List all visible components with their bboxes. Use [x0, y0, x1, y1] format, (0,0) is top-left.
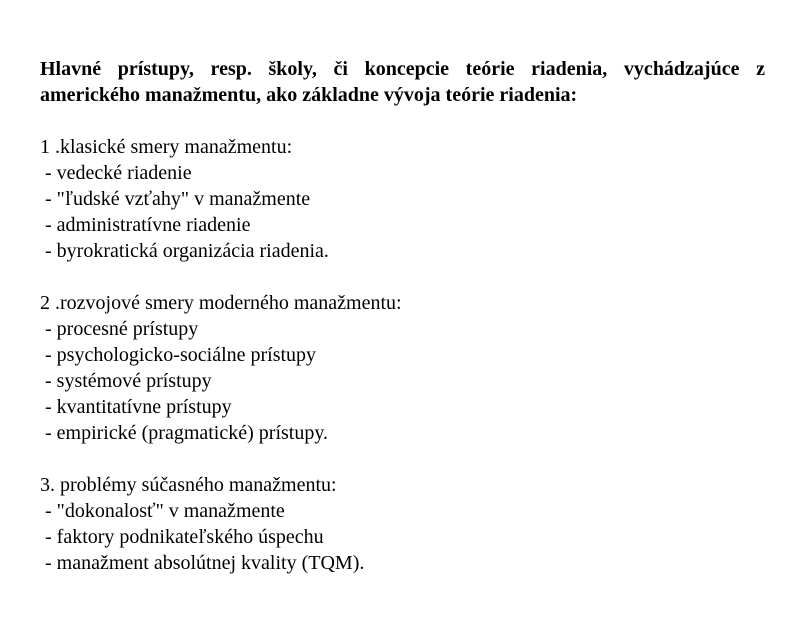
list-item: - administratívne riadenie: [40, 214, 251, 236]
list-item: - empirické (pragmatické) prístupy.: [40, 422, 329, 444]
heading-line-2: amerického manažmentu, ako základne vývoja teórie riadenia:: [40, 84, 578, 106]
list-item: - "ľudské vzťahy" v manažmente: [40, 188, 311, 210]
list-item: - kvantitatívne prístupy: [40, 396, 232, 418]
list-item: - vedecké riadenie: [40, 162, 192, 184]
list-item: - systémové prístupy: [40, 370, 212, 392]
section-current-problems: [40, 472, 765, 576]
document-page: [40, 56, 765, 576]
section-title: 3. problémy súčasného manažmentu:: [40, 474, 337, 496]
section-classic-management: [40, 134, 765, 264]
list-item: - "dokonalosť" v manažmente: [40, 500, 285, 522]
list-item: - byrokratická organizácia riadenia.: [40, 240, 329, 262]
document-heading: [40, 56, 765, 108]
section-item-list: [40, 160, 765, 264]
list-item: - manažment absolútnej kvality (TQM).: [40, 552, 365, 574]
list-item: - procesné prístupy: [40, 318, 199, 340]
section-item-list: [40, 498, 765, 576]
list-item: - faktory podnikateľského úspechu: [40, 526, 324, 548]
section-modern-management: [40, 290, 765, 446]
section-title: 2 .rozvojové smery moderného manažmentu:: [40, 292, 402, 314]
list-item: - psychologicko-sociálne prístupy: [40, 344, 317, 366]
section-item-list: [40, 316, 765, 446]
heading-line-1: Hlavné prístupy, resp. školy, či koncepcie teórie riadenia, vychádzajúce z: [40, 58, 765, 80]
section-title: 1 .klasické smery manažmentu:: [40, 136, 293, 158]
